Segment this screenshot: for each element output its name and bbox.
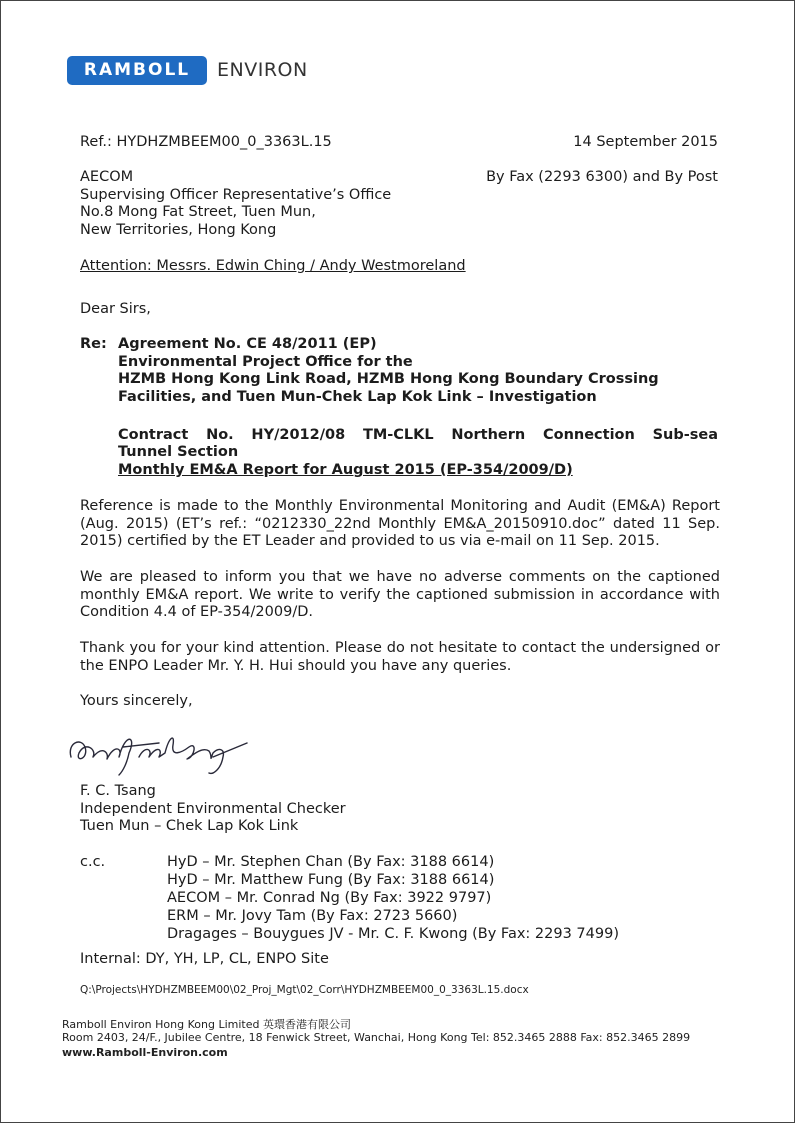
recipient-line: Supervising Officer Representative’s Office <box>80 186 392 203</box>
letter-date: 14 September 2015 <box>573 134 718 150</box>
file-path: Q:\Projects\HYDHZMBEEM00\02_Proj_Mgt\02_Corr\HYDHZMBEEM00_0_3363L.15.docx <box>80 984 529 996</box>
subject-line: Environmental Project Office for the <box>118 353 413 370</box>
delivery-method: By Fax (2293 6300) and By Post <box>486 169 718 185</box>
recipient-address <box>80 169 391 239</box>
cc-entry: HyD – Mr. Matthew Fung (By Fax: 3188 6614) <box>167 872 495 888</box>
subject-line: Facilities, and Tuen Mun-Chek Lap Kok Link – Investigation <box>118 388 597 405</box>
environ-logo-text: ENVIRON <box>217 59 308 81</box>
signature-image <box>63 723 253 779</box>
paragraph-reference: Reference is made to the Monthly Environmental Monitoring and Audit (EM&A) Report (Aug. 2015) (ET’s ref.: “0212330_22nd Monthly EM&A_20150910.doc” dated 11 Sep. 2015) certified by the ET Leader and provided to us via e-mail on 11 Sep. 2015. <box>80 498 720 549</box>
cc-entry: Dragages – Bouygues JV - Mr. C. F. Kwong (By Fax: 2293 7499) <box>167 926 619 942</box>
internal-distribution: Internal: DY, YH, LP, CL, ENPO Site <box>80 951 329 967</box>
salutation: Dear Sirs, <box>80 301 151 317</box>
cc-entry: AECOM – Mr. Conrad Ng (By Fax: 3922 9797) <box>167 890 492 906</box>
cc-entry: HyD – Mr. Stephen Chan (By Fax: 3188 6614) <box>167 854 495 870</box>
recipient-line: New Territories, Hong Kong <box>80 221 277 238</box>
contract-line: Contract No. HY/2012/08 TM-CLKL Northern Connection Sub-sea <box>118 427 718 443</box>
paragraph-comments: We are pleased to inform you that we have no adverse comments on the captioned monthly EM&A report. We write to verify the captioned submission in accordance with Condition 4.4 of EP-354/2009/D. <box>80 569 720 620</box>
signer-title: Independent Environmental Checker <box>80 800 346 817</box>
footer-website: www.Ramboll-Environ.com <box>62 1046 228 1059</box>
report-title: Monthly EM&A Report for August 2015 (EP-354/2009/D) <box>118 462 573 478</box>
contract-line-2: Tunnel Section <box>118 444 239 460</box>
recipient-line: No.8 Mong Fat Street, Tuen Mun, <box>80 204 316 220</box>
signer-project: Tuen Mun – Chek Lap Kok Link <box>80 818 299 834</box>
signer-name: F. C. Tsang <box>80 783 156 799</box>
subject-line: HZMB Hong Kong Link Road, HZMB Hong Kong Boundary Crossing <box>118 371 659 387</box>
re-label: Re: <box>80 336 107 352</box>
closing: Yours sincerely, <box>80 693 193 709</box>
recipient-line: AECOM <box>80 169 134 185</box>
ramboll-logo: RAMBOLL <box>67 56 207 85</box>
attention-line: Attention: Messrs. Edwin Ching / Andy Westmoreland <box>80 258 466 274</box>
cc-entry: ERM – Mr. Jovy Tam (By Fax: 2723 5660) <box>167 908 458 924</box>
footer-company: Ramboll Environ Hong Kong Limited 英環香港有限公司 <box>62 1018 351 1031</box>
subject-line: Agreement No. CE 48/2011 (EP) <box>118 336 377 352</box>
reference-number: Ref.: HYDHZMBEEM00_0_3363L.15 <box>80 134 332 150</box>
subject-block <box>118 336 659 406</box>
signer-block <box>80 783 346 836</box>
footer-address: Room 2403, 24/F., Jubilee Centre, 18 Fenwick Street, Wanchai, Hong Kong Tel: 852.3465 2888 Fax: 852.3465 2899 <box>62 1031 691 1044</box>
paragraph-thanks: Thank you for your kind attention. Please do not hesitate to contact the undersigned or the ENPO Leader Mr. Y. H. Hui should you have any queries. <box>80 640 720 674</box>
cc-label: c.c. <box>80 854 106 870</box>
